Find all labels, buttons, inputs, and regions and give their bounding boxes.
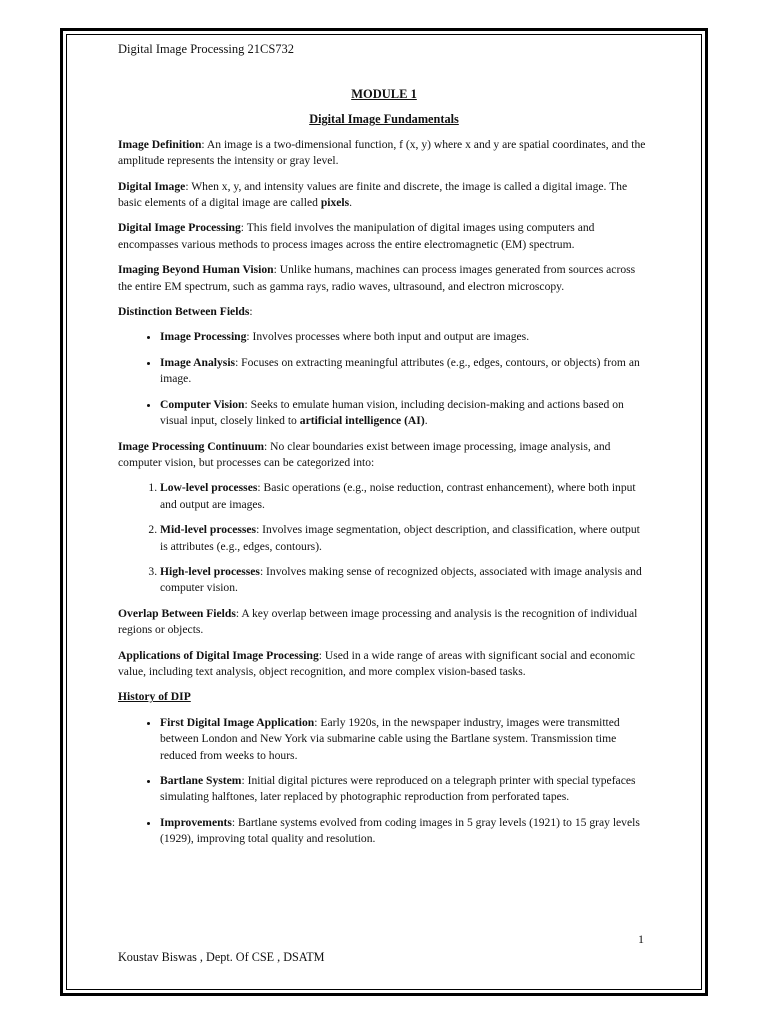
list-item [160, 715, 650, 764]
paragraph-text: : This field involves the manipulation of digital images using computers and encompasses various methods to process images across the entire electromagnetic (EM) spectrum. [118, 221, 595, 251]
list-item [160, 815, 650, 848]
term: Digital Image Processing [118, 221, 241, 235]
term: Improvements [160, 815, 232, 829]
image-definition-paragraph [118, 137, 650, 170]
paragraph-text: : An image is a two-dimensional function, f (x, y) where x and y are spatial coordinates, and the amplitude represents the intensity or gray level. [118, 137, 646, 168]
digital-image-paragraph [118, 179, 650, 212]
page-content [118, 86, 650, 857]
item-text: : Basic operations (e.g., noise reduction, contrast enhancement), where both input and output are images. [160, 481, 636, 511]
paragraph-text: : When x, y, and intensity values are finite and discrete, the image is called a digital image. The basic elements of a digital image are called [118, 179, 628, 210]
term: Image Processing [160, 330, 247, 344]
paragraph-text: : No clear boundaries exist between image processing, image analysis, and computer vision, but processes can be categorized into: [118, 439, 611, 469]
term: Overlap Between Fields [118, 606, 236, 620]
list-item [160, 329, 650, 345]
term: Image Processing Continuum [118, 439, 265, 453]
overlap-paragraph [118, 606, 650, 639]
item-text: : Focuses on extracting meaningful attributes (e.g., edges, contours, or objects) from an image. [160, 355, 640, 386]
paragraph-text: : [249, 305, 253, 319]
term: Bartlane System [160, 774, 242, 787]
item-text: : Involves making sense of recognized objects, associated with image analysis and computer vision. [160, 564, 642, 595]
term: Computer Vision [160, 397, 245, 411]
term: Low-level processes [160, 481, 258, 495]
term: Mid-level processes [160, 523, 257, 537]
history-list [118, 715, 650, 848]
dip-paragraph [118, 220, 650, 253]
paragraph-text: : A key overlap between image processing and analysis is the recognition of individual regions or objects. [118, 606, 638, 637]
continuum-list [118, 480, 650, 596]
emphasis: artificial intelligence (AI) [299, 414, 425, 428]
term: Applications of Digital Image Processing [118, 648, 319, 662]
list-item [160, 397, 650, 430]
term: Image Analysis [160, 355, 236, 369]
term: Digital Image [118, 179, 186, 193]
paragraph-text: : Used in a wide range of areas with significant social and economic value, including text analysis, object recognition, and more complex vision-based tasks. [118, 648, 635, 678]
page-number: 1 [638, 932, 644, 946]
item-text: : Initial digital pictures were reproduced on a telegraph printer with special typefaces simulating halftones, later replaced by photographic reproduction from perforated tapes. [160, 774, 636, 804]
paragraph-text: : Unlike humans, machines can process images generated from sources across the entire EM spectrum, such as gamma rays, radio waves, ultrasound, and electron microscopy. [118, 263, 636, 293]
beyond-vision-paragraph [118, 262, 650, 295]
continuum-paragraph [118, 439, 650, 472]
term: Image Definition [118, 137, 202, 151]
emphasis: pixels [320, 196, 350, 210]
paragraph-end: . [349, 196, 353, 210]
applications-paragraph [118, 648, 650, 681]
item-text: : Involves processes where both input and output are images. [246, 330, 530, 344]
term: First Digital Image Application [160, 715, 315, 729]
page-header: Digital Image Processing 21CS732 [118, 42, 295, 56]
distinction-paragraph [118, 304, 650, 320]
module-title: MODULE 1 [351, 87, 417, 101]
history-heading: History of DIP [118, 690, 191, 704]
term: High-level processes [160, 564, 260, 578]
list-item [160, 355, 650, 388]
page-footer: Koustav Biswas , Dept. Of CSE , DSATM [118, 950, 325, 964]
item-text: : Early 1920s, in the newspaper industry, images were transmitted between London and New York via submarine cable using the Bartlane system. Transmission time reduced from weeks to hours. [160, 715, 620, 762]
item-end: . [424, 414, 428, 428]
list-item [160, 480, 650, 513]
item-text: : Bartlane systems evolved from coding images in 5 gray levels (1921) to 15 gray levels (1929), improving total quality and resolution. [160, 815, 640, 846]
list-item [160, 522, 650, 555]
list-item [160, 564, 650, 597]
distinction-list [118, 329, 650, 429]
term: Imaging Beyond Human Vision [118, 263, 274, 277]
item-text: : Seeks to emulate human vision, including decision-making and actions based on visual input, closely linked to [160, 397, 624, 428]
term: Distinction Between Fields [118, 305, 250, 319]
list-item [160, 773, 650, 806]
section-title: Digital Image Fundamentals [309, 112, 459, 127]
item-text: : Involves image segmentation, object description, and classification, where output is attributes (e.g., edges, contours). [160, 523, 640, 553]
